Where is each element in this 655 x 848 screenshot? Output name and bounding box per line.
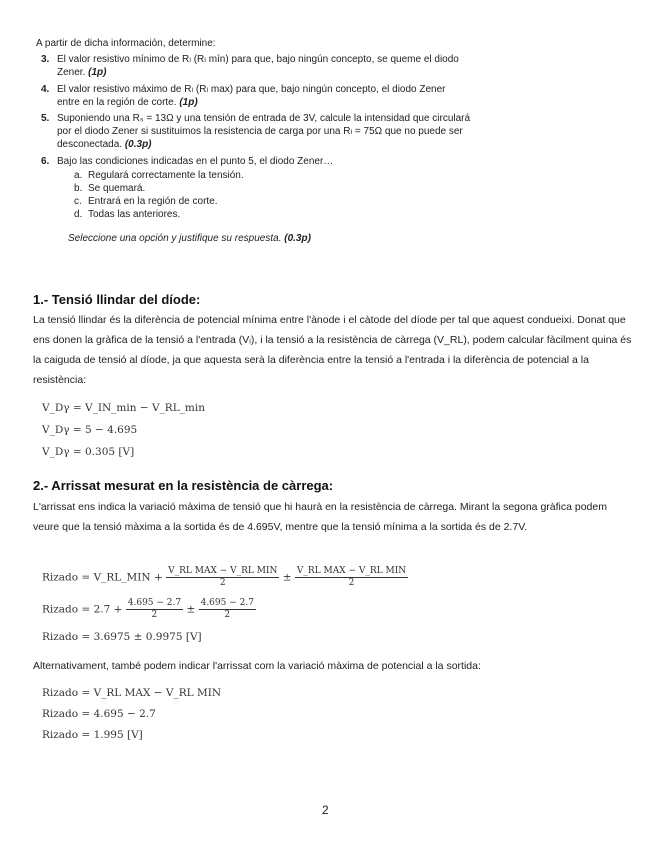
section2-eq2: Rizado = 2.7 + $\frac{4.695 - 2.7}{2}$ ± $\frac{4.695 - 2.7}{2}$ [42,598,254,620]
question-5 [41,112,471,151]
question-number: 6. [41,156,50,167]
section2-paragraph: L'arrissat ens indica la variació màxima de tensió que hi haurà en la resistència de càrrega. Mirant la segona gràfica podem veure que la tensió màxima a la sortida és de 4.695V, mentre que la tensió mínima a la sortida és de 2.7V. [33,501,607,533]
section2-alt-eq3: Rizado = 1.995 [V] [42,729,143,741]
fraction: $\frac{\text{V\_RL MAX − V\_RL MIN}}{2}$ [296,566,407,588]
page-number: 2 [322,803,329,817]
section2-heading: 2.- Arrissat mesurat en la resistència de càrrega: [33,478,334,493]
select-note: Seleccione una opción y justifique su respuesta. (0.3p) [68,233,311,244]
question-score: (1p) [88,67,107,78]
question-text: Bajo las condiciones indicadas en el punto 5, el diodo Zener… [57,156,334,167]
section1-heading: 1.- Tensió llindar del díode: [33,292,201,307]
section2-alt-eq2: Rizado = 4.695 − 2.7 [42,708,156,720]
fraction: $\frac{4.695 - 2.7}{2}$ [127,598,182,620]
fraction: $\frac{4.695 - 2.7}{2}$ [200,598,254,620]
question-3 [41,53,471,79]
question-text: Suponiendo una Rₛ = 13Ω y una tensión de entrada de 3V, calcule la intensidad que circulará por el diodo Zener si sustituimos la resistencia de carga por una Rₗ = 75Ω que no puede ser desconectada. [57,113,471,150]
section2-eq1: Rizado = V_RL_MIN + $\frac{\text{V\_RL MAX − V\_RL MIN}}{2}$ ± $\frac{\text{V\_RL MAX − V\_RL MIN}}{2}$ [42,566,407,588]
question-number: 4. [41,84,50,95]
question-text: El valor resistivo máximo de Rₗ (Rₗ max) para que, bajo ningún concepto, el diodo Zener entre en la región de corte. [57,84,446,108]
section2-alt-paragraph: Alternativament, també podem indicar l'arrissat com la variació màxima de potencial a la sortida: [33,660,481,672]
fraction: $\frac{\text{V\_RL MAX − V\_RL MIN}}{2}$ [168,566,278,588]
section1-paragraph: La tensió llindar és la diferència de potencial mínima entre l'ànode i el càtode del díode per tal que aquest condueixi. Donat que ens donen la gràfica de la tensió a l'entrada (Vᵢ), i la tensió a la resistència de càrrega (V_RL), podem calcular fàcilment quina és la caiguda de tensió al díode, ja que aquesta serà la diferència entre la tensió a l'entrada i la diferència de potencial a la resistència: [33,314,632,386]
option-b: b. Se quemará. [74,183,146,194]
question-number: 5. [41,113,50,124]
question-4 [41,83,471,109]
option-d: d. Todas las anteriores. [74,209,181,220]
question-score: (1p) [179,97,198,108]
option-c: c. Entrará en la región de corte. [74,196,218,207]
question-score: (0.3p) [124,139,152,150]
question-text: El valor resistivo mínimo de Rₗ (Rₗ mín) para que, bajo ningún concepto, se queme el diodo Zener. [57,54,459,78]
question-6 [41,155,471,168]
option-a: a. Regulará correctamente la tensión. [74,170,244,181]
section1-eq3: V_Dγ = 0.305 [V] [42,446,135,458]
section1-eq2: V_Dγ = 5 − 4.695 [42,424,138,436]
question-number: 3. [41,54,50,65]
section1-eq1: V_Dγ = V_IN_min − V_RL_min [42,402,206,414]
section2-eq3: Rizado = 3.6975 ± 0.9975 [V] [42,631,202,643]
intro-text: A partir de dicha información, determine: [36,38,216,49]
section2-alt-eq1: Rizado = V_RL MAX − V_RL MIN [42,687,222,699]
